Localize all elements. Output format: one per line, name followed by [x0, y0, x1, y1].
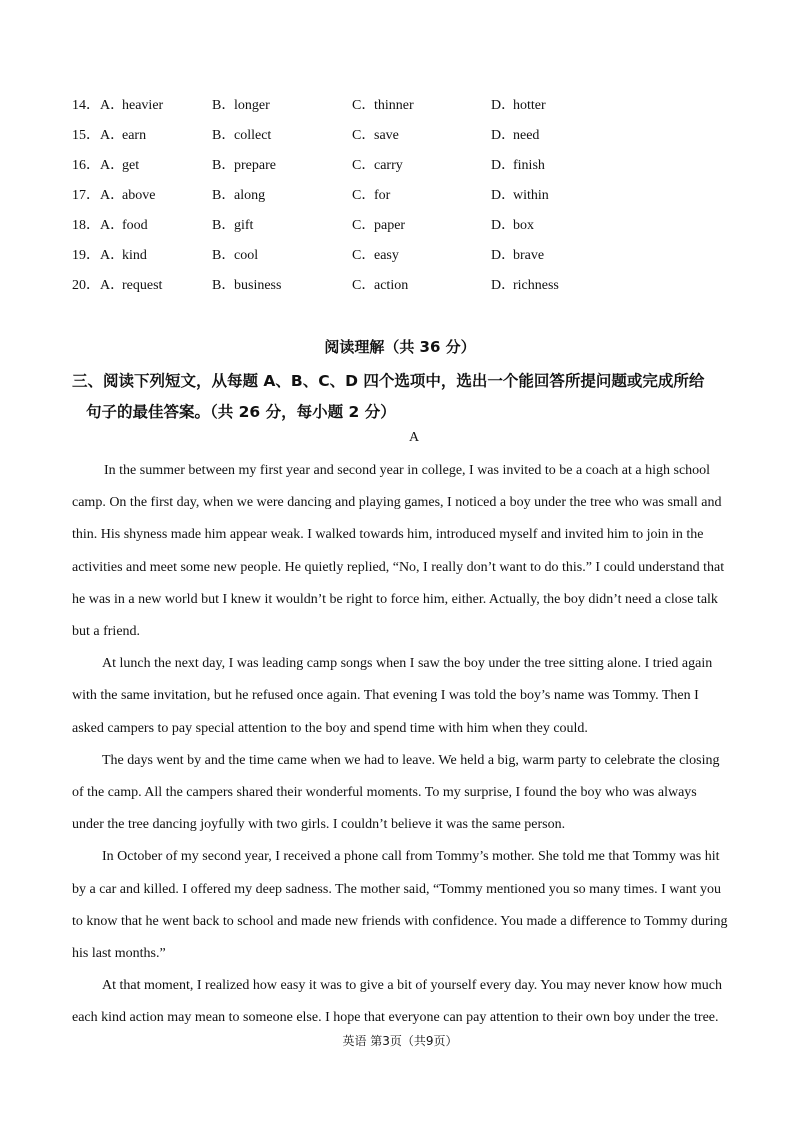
option-text: cool	[234, 248, 259, 263]
answer-option	[212, 244, 258, 268]
option-letter: C．	[352, 98, 376, 113]
answer-option	[491, 94, 546, 118]
instruction-line-2: 句子的最佳答案。（共 26 分，每小题 2 分）	[86, 403, 396, 421]
option-text: thinner	[374, 98, 414, 113]
option-text: within	[513, 188, 549, 203]
option-letter: B．	[212, 278, 236, 293]
option-letter: D．	[491, 158, 516, 173]
answer-option	[352, 244, 399, 268]
option-letter: D．	[491, 248, 516, 263]
option-text: gift	[234, 218, 254, 233]
answer-option	[100, 124, 146, 148]
option-letter: A．	[100, 128, 125, 143]
option-text: for	[374, 188, 391, 203]
option-letter: C．	[352, 218, 376, 233]
option-text: collect	[234, 128, 272, 143]
option-text: earn	[122, 128, 147, 143]
option-text: get	[122, 158, 140, 173]
option-letter: A．	[100, 278, 125, 293]
option-letter: A．	[100, 248, 125, 263]
answer-option	[491, 124, 539, 148]
passage-paragraph: In October of my second year, I received a phone call from Tommy’s mother. She told me that Tommy was hit by a car and killed. I offered my deep sadness. The mother said, “Tommy mentioned you so many times. I want you to know that he went back to school and made new friends with confidence. You made a difference to Tommy during his last months.”	[72, 849, 728, 962]
question-row	[72, 244, 672, 274]
option-letter: D．	[491, 188, 516, 203]
reading-passage	[72, 455, 728, 1035]
option-letter: C．	[352, 188, 376, 203]
option-letter: A．	[100, 98, 125, 113]
option-letter: D．	[491, 128, 516, 143]
question-row	[72, 184, 672, 214]
section-instructions	[72, 366, 732, 428]
option-letter: B．	[212, 98, 236, 113]
answer-option	[352, 214, 405, 238]
option-letter: B．	[212, 128, 236, 143]
question-number: 15．	[72, 128, 100, 143]
option-letter: B．	[212, 218, 236, 233]
question-number: 16．	[72, 158, 100, 173]
option-text: carry	[374, 158, 403, 173]
option-text: save	[374, 128, 399, 143]
question-number: 18．	[72, 218, 100, 233]
option-text: longer	[234, 98, 270, 113]
answer-option	[100, 184, 155, 208]
option-letter: C．	[352, 128, 376, 143]
option-text: hotter	[513, 98, 546, 113]
question-row	[72, 274, 672, 304]
passage-paragraph: At that moment, I realized how easy it was to give a bit of yourself every day. You may never know how much each kind action may mean to someone else. I hope that everyone can pay attention to their own boy under the tree.	[72, 978, 722, 1026]
answer-option	[212, 124, 271, 148]
answer-option	[212, 184, 265, 208]
option-text: finish	[513, 158, 545, 173]
option-text: along	[234, 188, 266, 203]
question-number: 20．	[72, 278, 100, 293]
answer-option	[491, 274, 559, 298]
answer-option	[212, 274, 281, 298]
passage-label: A	[408, 430, 420, 445]
answer-option	[212, 154, 276, 178]
instruction-line-1: 三、阅读下列短文，从每题 A、B、C、D 四个选项中，选出一个能回答所提问题或完成所给	[72, 372, 705, 390]
option-text: prepare	[234, 158, 276, 173]
answer-option	[491, 244, 544, 268]
cloze-options-table	[72, 94, 672, 304]
option-text: need	[513, 128, 540, 143]
option-text: richness	[513, 278, 559, 293]
option-text: above	[122, 188, 156, 203]
passage-paragraph: At lunch the next day, I was leading camp songs when I saw the boy under the tree sitting alone. I tried again with the same invitation, but he refused once again. That evening I was told the boy’s name was Tommy. Then I asked campers to pay special attention to the boy and spend time with him when they could.	[72, 656, 713, 736]
answer-option	[212, 214, 253, 238]
answer-option	[352, 124, 399, 148]
option-letter: C．	[352, 248, 376, 263]
page-footer: 英语 第3页（共9页）	[342, 1034, 458, 1048]
option-letter: A．	[100, 188, 125, 203]
option-letter: B．	[212, 158, 236, 173]
option-letter: C．	[352, 158, 376, 173]
option-text: box	[513, 218, 534, 233]
answer-option	[491, 184, 549, 208]
answer-option	[352, 184, 390, 208]
question-row	[72, 154, 672, 184]
option-letter: A．	[100, 158, 125, 173]
option-letter: B．	[212, 188, 236, 203]
question-row	[72, 124, 672, 154]
passage-paragraph: In the summer between my first year and second year in college, I was invited to be a coach at a high school camp. On the first day, when we were dancing and playing games, I noticed a boy under the tree who was small and thin. His shyness made him appear weak. I walked towards him, introduced myself and invited him to join in the activities and meet some new people. He quietly replied, “No, I really don’t want to do this.” I could understand that he was in a new world but I knew it wouldn’t be right to force him, either. Actually, the boy didn’t need a close talk but a friend.	[72, 463, 725, 640]
question-row	[72, 94, 672, 124]
answer-option	[100, 274, 162, 298]
option-text: paper	[374, 218, 406, 233]
answer-option	[100, 94, 163, 118]
answer-option	[100, 154, 139, 178]
option-letter: C．	[352, 278, 376, 293]
answer-option	[100, 214, 148, 238]
question-row	[72, 214, 672, 244]
option-text: request	[122, 278, 163, 293]
option-text: heavier	[122, 98, 164, 113]
answer-option	[491, 154, 545, 178]
option-letter: D．	[491, 98, 516, 113]
question-number: 17．	[72, 188, 100, 203]
option-letter: D．	[491, 278, 516, 293]
question-number: 19．	[72, 248, 100, 263]
answer-option	[212, 94, 270, 118]
option-letter: D．	[491, 218, 516, 233]
answer-option	[100, 244, 147, 268]
option-text: kind	[122, 248, 147, 263]
option-text: business	[234, 278, 282, 293]
option-text: brave	[513, 248, 545, 263]
answer-option	[352, 94, 414, 118]
option-text: food	[122, 218, 148, 233]
answer-option	[352, 154, 403, 178]
reading-part-heading: 阅读理解（共 36 分）	[324, 338, 476, 356]
answer-option	[491, 214, 534, 238]
question-number: 14．	[72, 98, 100, 113]
option-text: easy	[374, 248, 399, 263]
option-letter: A．	[100, 218, 125, 233]
option-letter: B．	[212, 248, 236, 263]
answer-option	[352, 274, 408, 298]
passage-paragraph: The days went by and the time came when we had to leave. We held a big, warm party to celebrate the closing of the camp. All the campers shared their wonderful moments. To my surprise, I found the boy who was always under the tree dancing joyfully with two girls. I couldn’t believe it was the same person.	[72, 752, 720, 833]
option-text: action	[374, 278, 409, 293]
